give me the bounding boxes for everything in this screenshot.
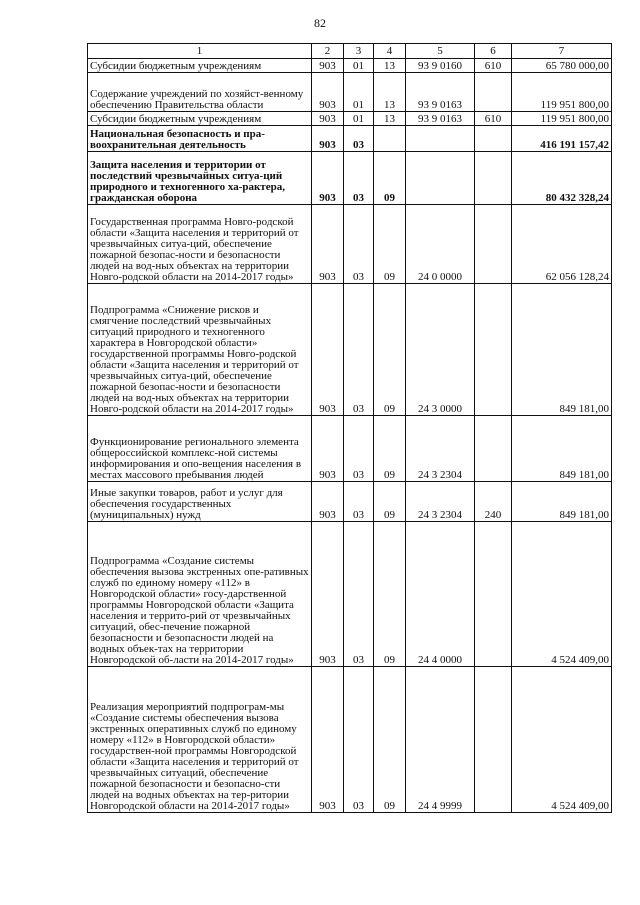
cell-name: Подпрограмма «Снижение рисков и смягчение последствий чрезвычайных ситуаций природного и техногенного характера в Новгородской области» государственной программы Новго-родской области «Защита населения и территорий от чрезвычайных ситуа-ций, обеспечение пожарной безопас-ности и безопасности людей на вод-ных объектах на территории Новго-родской области на 2014-2017 годы» (88, 284, 312, 416)
cell-amount: 4 524 409,00 (512, 522, 612, 667)
cell-subsection: 09 (374, 522, 406, 667)
header-col-5: 5 (406, 44, 475, 59)
cell-target-article: 24 4 9999 (406, 667, 475, 813)
cell-section: 03 (344, 482, 374, 522)
cell-expense-type: 610 (475, 112, 512, 126)
cell-section: 03 (344, 416, 374, 482)
table-row (88, 667, 612, 813)
cell-name: Содержание учреждений по хозяйст-венному обеспечению Правительства области (88, 73, 312, 112)
cell-subsection: 09 (374, 205, 406, 284)
cell-name: Защита населения и территории от последствий чрезвычайных ситуа-ций природного и техногенного ха-рактера, гражданская оборона (88, 152, 312, 205)
cell-name: Государственная программа Новго-родской области «Защита населения и территорий от чрезвычайных ситуа-ций, обеспечение пожарной безопас-ности и безопасности людей на вод-ных объектах на территории Новго-родской области на 2014-2017 годы» (88, 205, 312, 284)
cell-name: Национальная безопасность и пра-воохранительная деятельность (88, 126, 312, 152)
cell-expense-type: 610 (475, 59, 512, 73)
cell-amount: 849 181,00 (512, 482, 612, 522)
page-number: 82 (314, 16, 326, 30)
table-row (88, 126, 612, 152)
cell-admin-code: 903 (312, 667, 344, 813)
header-col-3: 3 (344, 44, 374, 59)
cell-target-article: 24 3 2304 (406, 416, 475, 482)
table-row (88, 522, 612, 667)
cell-expense-type (475, 284, 512, 416)
table-row (88, 59, 612, 73)
cell-subsection (374, 126, 406, 152)
cell-expense-type (475, 152, 512, 205)
cell-subsection: 09 (374, 152, 406, 205)
cell-admin-code: 903 (312, 284, 344, 416)
cell-expense-type (475, 416, 512, 482)
cell-subsection: 13 (374, 59, 406, 73)
cell-admin-code: 903 (312, 205, 344, 284)
cell-amount: 62 056 128,24 (512, 205, 612, 284)
cell-admin-code: 903 (312, 416, 344, 482)
cell-target-article: 93 9 0160 (406, 59, 475, 73)
cell-target-article (406, 152, 475, 205)
cell-amount: 4 524 409,00 (512, 667, 612, 813)
cell-admin-code: 903 (312, 522, 344, 667)
cell-expense-type: 240 (475, 482, 512, 522)
cell-subsection: 13 (374, 112, 406, 126)
table-row (88, 284, 612, 416)
cell-amount: 65 780 000,00 (512, 59, 612, 73)
table-row (88, 416, 612, 482)
cell-section: 01 (344, 59, 374, 73)
cell-name: Иные закупки товаров, работ и услуг для обеспечения государственных (муниципальных) нужд (88, 482, 312, 522)
cell-name: Реализация мероприятий подпрограм-мы «Создание системы обеспечения вызова экстренных оперативных служб по единому номеру «112» в Новгородской области» государствен-ной программы Новгородской области «Защита населения и территорий от чрезвычайных ситуаций, обеспечение пожарной безопасности и безопасно-сти людей на водных объектах на тер-ритории Новгородской области на 2014-2017 годы» (88, 667, 312, 813)
table-row (88, 112, 612, 126)
cell-expense-type (475, 126, 512, 152)
cell-admin-code: 903 (312, 73, 344, 112)
cell-name: Субсидии бюджетным учреждениям (88, 112, 312, 126)
cell-subsection: 09 (374, 416, 406, 482)
table-row (88, 205, 612, 284)
cell-target-article: 24 4 0000 (406, 522, 475, 667)
cell-subsection: 13 (374, 73, 406, 112)
cell-section: 03 (344, 284, 374, 416)
table-body (88, 59, 612, 813)
table-row (88, 73, 612, 112)
table-row (88, 482, 612, 522)
cell-amount: 849 181,00 (512, 284, 612, 416)
cell-amount: 119 951 800,00 (512, 112, 612, 126)
cell-section: 01 (344, 112, 374, 126)
header-col-7: 7 (512, 44, 612, 59)
cell-section: 03 (344, 152, 374, 205)
header-row (88, 44, 612, 59)
cell-name: Функционирование регионального элемента общероссийской комплекс-ной системы информирования и опо-вещения населения в местах массового пребывания людей (88, 416, 312, 482)
budget-table (87, 43, 612, 813)
cell-section: 03 (344, 522, 374, 667)
cell-admin-code: 903 (312, 59, 344, 73)
cell-expense-type (475, 667, 512, 813)
cell-section: 03 (344, 205, 374, 284)
cell-expense-type (475, 522, 512, 667)
cell-expense-type (475, 73, 512, 112)
cell-admin-code: 903 (312, 126, 344, 152)
cell-target-article: 24 0 0000 (406, 205, 475, 284)
cell-expense-type (475, 205, 512, 284)
header-col-6: 6 (475, 44, 512, 59)
cell-section: 01 (344, 73, 374, 112)
cell-target-article: 93 9 0163 (406, 73, 475, 112)
cell-section: 03 (344, 667, 374, 813)
cell-admin-code: 903 (312, 152, 344, 205)
cell-amount: 849 181,00 (512, 416, 612, 482)
header-col-4: 4 (374, 44, 406, 59)
cell-target-article (406, 126, 475, 152)
cell-name: Подпрограмма «Создание системы обеспечения вызова экстренных опе-ративных служб по единому номеру «112» в Новгородской области» госу-дарственной программы Новгородской области «Защита населения и террито-рий от чрезвычайных ситуаций, обес-печение пожарной безопасности и безопасности людей на водных объек-тах на территории Новгородской об-ласти на 2014-2017 годы» (88, 522, 312, 667)
cell-amount: 80 432 328,24 (512, 152, 612, 205)
cell-subsection: 09 (374, 667, 406, 813)
cell-target-article: 24 3 2304 (406, 482, 475, 522)
cell-admin-code: 903 (312, 482, 344, 522)
table-row (88, 152, 612, 205)
cell-target-article: 93 9 0163 (406, 112, 475, 126)
cell-subsection: 09 (374, 482, 406, 522)
cell-admin-code: 903 (312, 112, 344, 126)
cell-target-article: 24 3 0000 (406, 284, 475, 416)
header-col-1: 1 (88, 44, 312, 59)
cell-name: Субсидии бюджетным учреждениям (88, 59, 312, 73)
table-header (88, 44, 612, 59)
header-col-2: 2 (312, 44, 344, 59)
cell-section: 03 (344, 126, 374, 152)
cell-amount: 119 951 800,00 (512, 73, 612, 112)
cell-amount: 416 191 157,42 (512, 126, 612, 152)
cell-subsection: 09 (374, 284, 406, 416)
